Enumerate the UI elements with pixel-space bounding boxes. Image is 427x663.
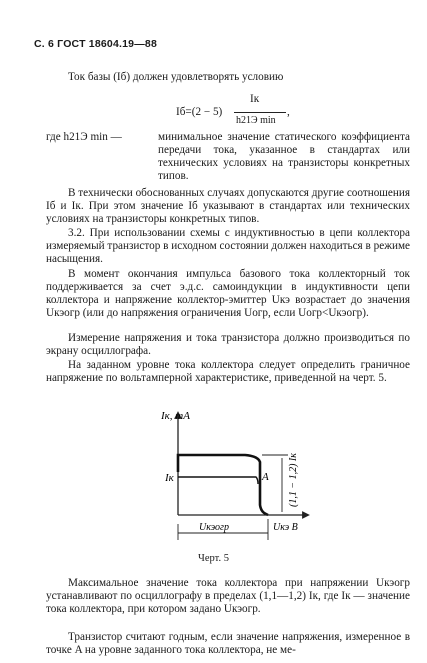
formula-numerator: Iк	[250, 93, 260, 105]
paragraph-3: В момент окончания импульса базового тока коллекторный ток поддерживается за счет э.д.с. самоиндукции в индуктивности цепи коллектора и напряжение коллектор-эмиттер Uкэ возрастает до значения Uкэогр (или до напряжения ограничения Uогр, если Uогр<Uкэогр).	[46, 268, 410, 320]
figure-caption: Черт. 5	[198, 553, 229, 564]
paragraph-5: На заданном уровне тока коллектора следует определить граничное напряжение по вольтамперной характеристике, приведенной на черт. 5.	[46, 359, 410, 385]
point-a-label: A	[262, 471, 269, 483]
level-label: Iк	[165, 472, 174, 484]
formula-suffix: ,	[287, 106, 290, 118]
definition-text: минимальное значение статического коэффициента передачи тока, указанное в стандартах или технических условиях на транзисторы конкретных типов.	[158, 131, 410, 183]
vac-curve	[178, 455, 268, 515]
formula-lhs: Iб=(2 − 5)	[176, 106, 223, 118]
paragraph-4: Измерение напряжения и тока транзистора должно производиться по экрану осциллографа.	[46, 332, 410, 358]
paragraph-7: Транзистор считают годным, если значение напряжения, измеренное в точке A на уровне заданного тока коллектора, не ме-	[46, 631, 410, 657]
definition-term: где h21Э min —	[46, 131, 122, 143]
x-axis-label: Uкэ В	[273, 522, 298, 533]
span-label: Uкэогр	[199, 522, 229, 533]
intro-text: Ток базы (Iб) должен удовлетворять условию	[68, 71, 284, 83]
paragraph-1: В технически обоснованных случаях допускаются другие соотношения Iб и Iк. При этом значение Iб указывают в стандартах или технических условиях на транзисторы конкретных типов.	[46, 187, 410, 226]
current-level-line	[178, 477, 258, 484]
y-axis-label: Iк, mA	[161, 410, 190, 422]
page-header: С. 6 ГОСТ 18604.19—88	[34, 38, 157, 50]
paragraph-2: 3.2. При использовании схемы с индуктивностью в цепи коллектора измеряемый транзистор в исходном состоянии должен находиться в режиме насыщения.	[46, 227, 410, 266]
bracket-label: (1,1 − 1,2) Iк	[288, 453, 299, 507]
paragraph-6: Максимальное значение тока коллектора при напряжении Uкэогр устанавливают по осциллографу в пределах (1,1—1,2) Iк, где Iк — значение тока коллектора, при котором задано Uкэогр.	[46, 577, 410, 616]
formula-denominator: h21Э min	[236, 115, 276, 126]
